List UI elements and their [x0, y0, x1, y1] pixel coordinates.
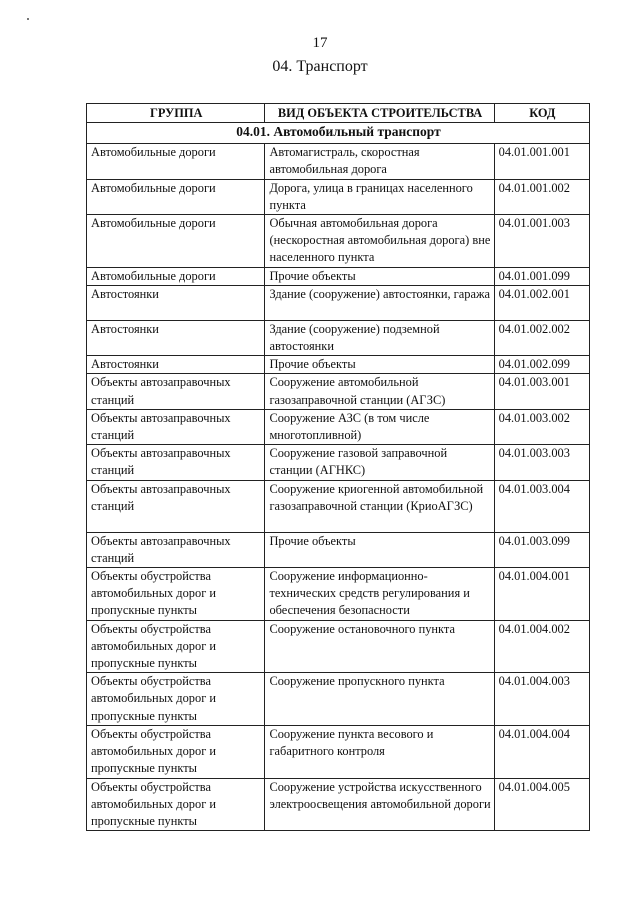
- cell-object-type: Сооружение информационно-технических средств регулирования и обеспечения безопасности: [265, 568, 494, 621]
- cell-group: Объекты автозаправочных станций: [87, 532, 265, 567]
- cell-code: 04.01.002.001: [494, 285, 589, 320]
- cell-group: Автомобильные дороги: [87, 215, 265, 268]
- cell-code: 04.01.004.002: [494, 620, 589, 673]
- scan-speck: [27, 18, 29, 20]
- table-subheader-row: [87, 123, 590, 144]
- table-row: [87, 673, 590, 726]
- table-row: [87, 778, 590, 831]
- section-title: 04. Транспорт: [272, 58, 368, 75]
- cell-code: 04.01.003.002: [494, 409, 589, 444]
- table-row: [87, 374, 590, 409]
- cell-code: 04.01.003.004: [494, 480, 589, 532]
- cell-object-type: Сооружение остановочного пункта: [265, 620, 494, 673]
- cell-group: Объекты обустройства автомобильных дорог и пропускные пункты: [87, 725, 265, 778]
- cell-code: 04.01.003.003: [494, 445, 589, 480]
- cell-code: 04.01.001.001: [494, 144, 589, 179]
- header-code: КОД: [494, 104, 589, 123]
- cell-group: Автостоянки: [87, 320, 265, 355]
- table-row: [87, 285, 590, 320]
- cell-code: 04.01.002.002: [494, 320, 589, 355]
- cell-code: 04.01.004.004: [494, 725, 589, 778]
- cell-group: Объекты автозаправочных станций: [87, 445, 265, 480]
- cell-object-type: Дорога, улица в границах населенного пункта: [265, 179, 494, 214]
- cell-code: 04.01.001.099: [494, 267, 589, 285]
- cell-object-type: Сооружение пункта весового и габаритного контроля: [265, 725, 494, 778]
- cell-object-type: Автомагистраль, скоростная автомобильная дорога: [265, 144, 494, 179]
- cell-object-type: Прочие объекты: [265, 356, 494, 374]
- cell-object-type: Здание (сооружение) подземной автостоянки: [265, 320, 494, 355]
- cell-group: Объекты обустройства автомобильных дорог и пропускные пункты: [87, 673, 265, 726]
- cell-object-type: Сооружение АЗС (в том числе многотопливной): [265, 409, 494, 444]
- page-number: 17: [312, 35, 328, 51]
- cell-group: Автостоянки: [87, 285, 265, 320]
- table-row: [87, 480, 590, 532]
- cell-object-type: Здание (сооружение) автостоянки, гаража: [265, 285, 494, 320]
- cell-object-type: Сооружение криогенной автомобильной газозаправочной станции (КриоАГЗС): [265, 480, 494, 532]
- header-object-type: ВИД ОБЪЕКТА СТРОИТЕЛЬСТВА: [265, 104, 494, 123]
- cell-code: 04.01.001.002: [494, 179, 589, 214]
- cell-code: 04.01.003.001: [494, 374, 589, 409]
- cell-group: Автомобильные дороги: [87, 267, 265, 285]
- cell-code: 04.01.003.099: [494, 532, 589, 567]
- cell-group: Объекты обустройства автомобильных дорог и пропускные пункты: [87, 620, 265, 673]
- table-row: [87, 356, 590, 374]
- cell-code: 04.01.002.099: [494, 356, 589, 374]
- table-row: [87, 620, 590, 673]
- cell-object-type: Сооружение пропускного пункта: [265, 673, 494, 726]
- cell-group: Объекты автозаправочных станций: [87, 374, 265, 409]
- cell-object-type: Прочие объекты: [265, 267, 494, 285]
- cell-code: 04.01.004.001: [494, 568, 589, 621]
- cell-object-type: Сооружение устройства искусственного электроосвещения автомобильной дороги: [265, 778, 494, 831]
- cell-object-type: Сооружение автомобильной газозаправочной станции (АГЗС): [265, 374, 494, 409]
- cell-group: Автостоянки: [87, 356, 265, 374]
- cell-group: Объекты обустройства автомобильных дорог и пропускные пункты: [87, 568, 265, 621]
- cell-group: Объекты автозаправочных станций: [87, 409, 265, 444]
- cell-group: Объекты автозаправочных станций: [87, 480, 265, 532]
- subsection-title: 04.01. Автомобильный транспорт: [87, 123, 590, 144]
- cell-object-type: Сооружение газовой заправочной станции (АГНКС): [265, 445, 494, 480]
- table-row: [87, 144, 590, 179]
- table-row: [87, 445, 590, 480]
- cell-group: Автомобильные дороги: [87, 179, 265, 214]
- construction-objects-table: [86, 103, 590, 831]
- table-row: [87, 179, 590, 214]
- cell-object-type: Обычная автомобильная дорога (нескоростная автомобильная дорога) вне населенного пункта: [265, 215, 494, 268]
- cell-code: 04.01.004.005: [494, 778, 589, 831]
- cell-code: 04.01.004.003: [494, 673, 589, 726]
- table-row: [87, 568, 590, 621]
- table-row: [87, 215, 590, 268]
- header-group: ГРУППА: [87, 104, 265, 123]
- cell-object-type: Прочие объекты: [265, 532, 494, 567]
- cell-group: Автомобильные дороги: [87, 144, 265, 179]
- cell-group: Объекты обустройства автомобильных дорог и пропускные пункты: [87, 778, 265, 831]
- table-row: [87, 532, 590, 567]
- table-row: [87, 267, 590, 285]
- cell-code: 04.01.001.003: [494, 215, 589, 268]
- table-header-row: [87, 104, 590, 123]
- table-row: [87, 320, 590, 355]
- table-row: [87, 725, 590, 778]
- table-row: [87, 409, 590, 444]
